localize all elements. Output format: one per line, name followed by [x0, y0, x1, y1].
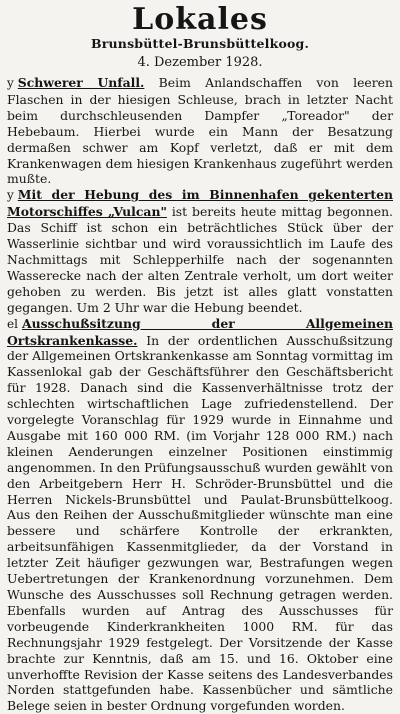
article-marker: el	[7, 316, 18, 331]
issue-date: 4. Dezember 1928.	[137, 55, 263, 70]
article-marker: y	[7, 76, 14, 90]
article-health-insurance	[7, 316, 393, 714]
article-marker: y	[7, 188, 14, 203]
article-headline: Mit der Hebung des im Binnenhafen gekenterten Motorschiffes „Vulcan"	[7, 187, 393, 220]
article-headline: Ausschußsitzung der Allgemeinen Ortskrankenkasse.	[7, 315, 393, 348]
article-body: In der ordentlichen Ausschußsitzung der Allgemeinen Ortskrankenkasse am Sonntag vormittag im Kassenlokal gab der Geschäftsführer den Geschäftsbericht für 1928. Danach sind die Kassenverhältnisse trotz der schlechten wirtschaftlichen Lage zufriedenstellend. Der vorgelegte Voranschlag für 1929 wurde in Einnahme und Ausgabe mit 160 000 RM. (im Vorjahr 128 000 RM.) nach kleinen Aenderungen einzelner Positionen einstimmig angenommen. In den Prüfungsausschuß wurden gewählt von den Arbeitgebern Herr H. Schröder-Brunsbüttel und die Herren Nickels-Brunsbüttel und Paulat-Brunsbüttelkoog. Aus den Reihen der Ausschußmitglieder wünschte man eine bessere und schärfere Kontrolle der erkrankten, arbeitsunfähigen Kassenmitglieder, da der Vorstand in letzter Zeit häufiger gezwungen war, Bestrafungen wegen Uebertretungen der Krankenordnung vorzunehmen. Dem Wunsche des Ausschusses soll Rechnung getragen werden. Ebenfalls wurden auf Antrag des Ausschusses für vorbeugende Kinderkrankheiten 1000 RM. für das Rechnungsjahr 1929 festgelegt. Der Vorsitzende der Kasse brachte zur Kenntnis, daß am 15. und 16. Oktober eine unverhoffte Revision der Kasse seitens des Landesverbandes Norden stattgefunden habe. Kassenbücher und sämtliche Belege seien in bester Ordnung vorgefunden worden.	[7, 332, 393, 714]
locality-subtitle: Brunsbüttel-Brunsbüttelkoog.	[90, 36, 310, 51]
article-body: Beim Anlandschaffen von leeren Flaschen in der hiesigen Schleuse, brach in letzter Nacht beim durchschleusenden Dampfer „Toreador" der Hebebaum. Hierbei wurde ein Mann der Besatzung dermaßen schwer am Kopf verletzt, daß er mit dem Krankenwagen dem hiesigen Krankenhaus zugeführt werden mußte.	[7, 75, 393, 187]
masthead	[7, 4, 393, 71]
article-headline: Schwerer Unfall.	[17, 75, 145, 90]
article-salvage	[7, 187, 393, 315]
article-body: ist bereits heute mittag begonnen. Das Schiff ist schon ein beträchtliches Stück über der Wasserlinie sichtbar und wird voraussichtlich im Laufe des Nachmittags mit Schlepperhilfe nach der sogenannten Wasserecke nach der alten Zentrale verholt, um dort weiter gehoben zu werden. Bis jetzt ist alles glatt vonstatten gegangen. Um 2 Uhr war die Hebung beendet.	[7, 204, 393, 315]
article-accident	[7, 75, 393, 187]
section-title: Lokales	[132, 2, 268, 37]
